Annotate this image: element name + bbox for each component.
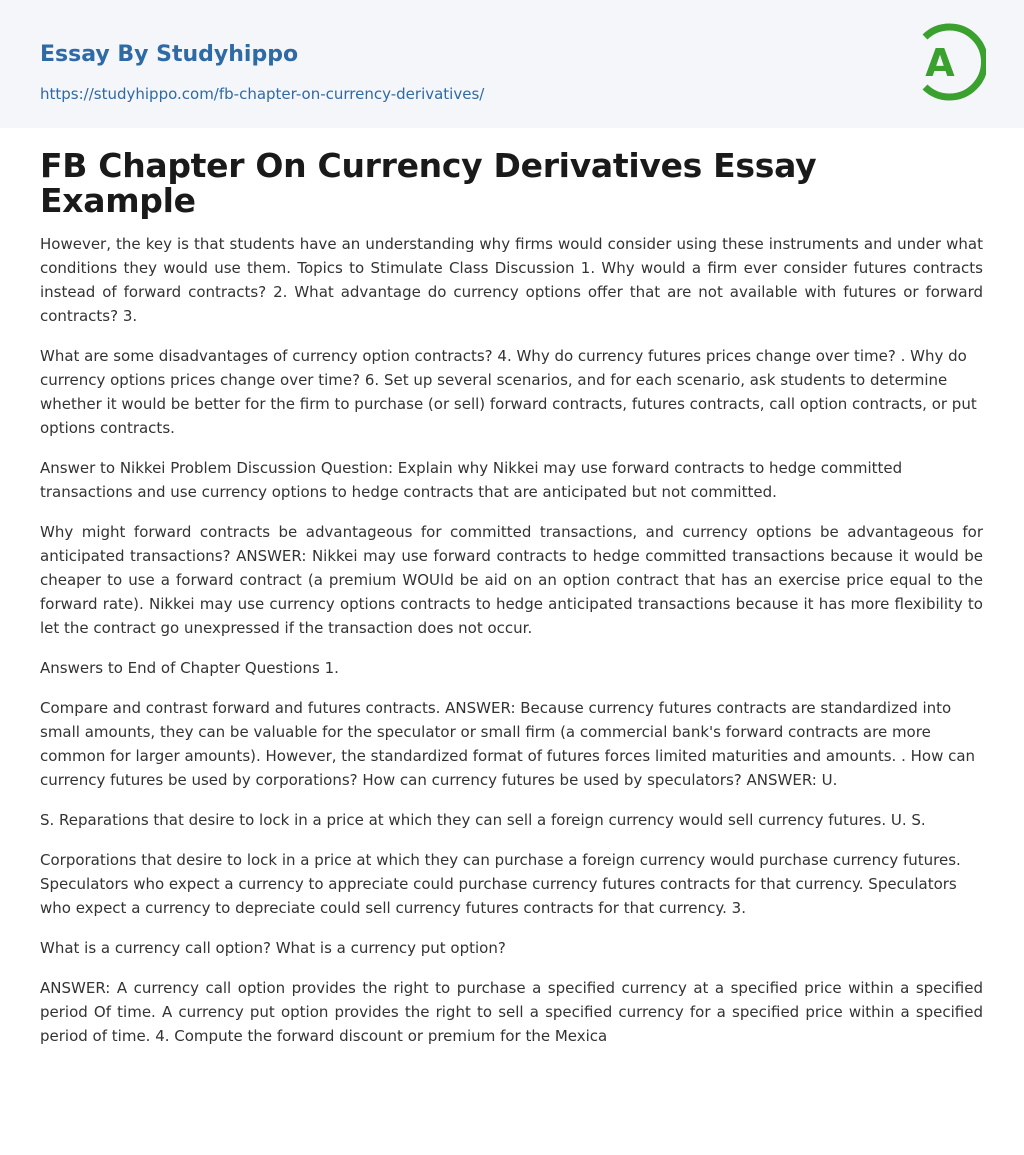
brand-title[interactable]: Essay By Studyhippo <box>40 42 299 67</box>
paragraph-8: Corporations that desire to lock in a price at which they can purchase a foreign currency would purchase currency futures. Speculators who expect a currency to appreciate could purchase currency futures contracts for that currency. Speculators who expect a currency to depreciate could sell currency futures contracts for that currency. 3. <box>40 851 961 917</box>
paragraph-1: However, the key is that students have an understanding why firms would consider using these instruments and under what conditions they would use them. Topics to Stimulate Class Discussion 1. Why would a firm ever consider futures contracts instead of forward contracts? 2. What advantage do currency options offer that are not available with futures or forward contracts? 3. <box>40 235 983 325</box>
paragraph-10: ANSWER: A currency call option provides the right to purchase a specified currency at a specified price within a specified period Of time. A currency put option provides the right to sell a specified currency for a specified price within a specified period of time. 4. Compute the forward discount or premium for the Mexica <box>40 979 983 1045</box>
logo-letter: A <box>925 41 955 85</box>
article <box>40 148 983 1064</box>
site-header <box>0 0 1024 128</box>
paragraph-5: Answers to End of Chapter Questions 1. <box>40 659 339 677</box>
paragraph-4: Why might forward contracts be advantageous for committed transactions, and currency options be advantageous for anticipated transactions? ANSWER: Nikkei may use forward contracts to hedge committed transactions because it would be cheaper to use a forward contract (a premium WOUld be aid on an option contract that has an exercise price equal to the forward rate). Nikkei may use currency options contracts to hedge anticipated transactions because it has more flexibility to let the contract go unexpressed if the transaction does not occur. <box>40 523 983 637</box>
paragraph-3: Answer to Nikkei Problem Discussion Question: Explain why Nikkei may use forward contracts to hedge committed transactions and use currency options to hedge contracts that are anticipated but not committed. <box>40 459 903 501</box>
studyhippo-logo-icon[interactable] <box>912 19 986 105</box>
paragraph-6: Compare and contrast forward and futures contracts. ANSWER: Because currency futures contracts are standardized into small amounts, they can be valuable for the speculator or small firm (a commercial bank's forward contracts are more common for larger amounts). However, the standardized format of futures forces limited maturities and amounts. . How can currency futures be used by corporations? How can currency futures be used by speculators? ANSWER: U. <box>40 699 976 789</box>
page-title: FB Chapter On Currency Derivatives Essay Example <box>40 146 817 220</box>
paragraph-2: What are some disadvantages of currency option contracts? 4. Why do currency futures prices change over time? . Why do currency options prices change over time? 6. Set up several scenarios, and for each scenario, ask students to determine whether it would be better for the firm to purchase (or sell) forward contracts, futures contracts, call option contracts, or put options contracts. <box>40 347 977 437</box>
source-url-link[interactable]: https://studyhippo.com/fb-chapter-on-currency-derivatives/ <box>40 85 485 103</box>
paragraph-9: What is a currency call option? What is a currency put option? <box>40 939 506 957</box>
paragraph-7: S. Reparations that desire to lock in a price at which they can sell a foreign currency would sell currency futures. U. S. <box>40 811 926 829</box>
